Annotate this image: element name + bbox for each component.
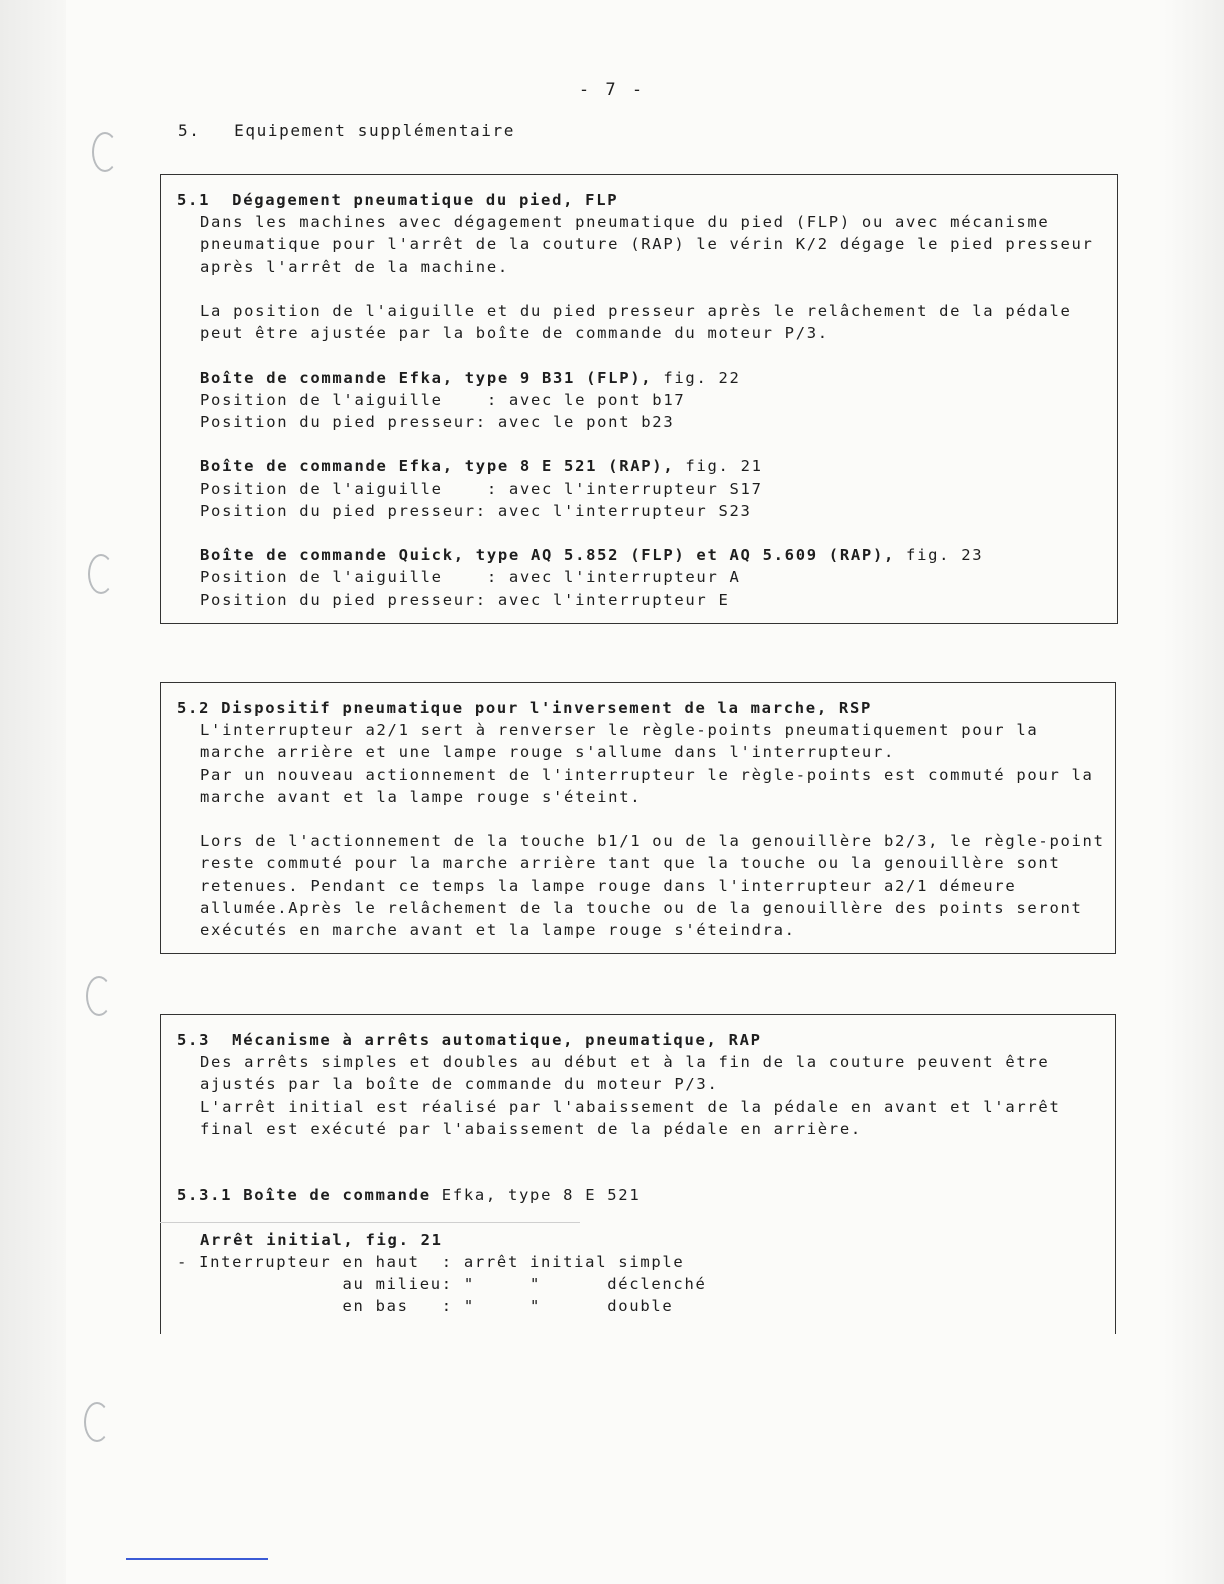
setting-line: Position de l'aiguille : avec l'interrupteur A	[200, 568, 741, 587]
arret-bold: Arrêt initial,	[200, 1230, 355, 1249]
setting-line: Position du pied presseur: avec l'interrupteur S23	[200, 501, 752, 520]
scan-right-edge	[1164, 0, 1224, 1584]
subheading-bold: Boîte de commande Efka, type 9 B31 (FLP),	[200, 368, 653, 387]
paragraph-gap	[177, 522, 1117, 544]
section-box-5-3	[160, 1014, 1116, 1334]
punch-hole-1	[92, 132, 118, 172]
section-title-5-2: 5.2 Dispositif pneumatique pour l'inversement de la marche, RSP	[177, 699, 873, 717]
paragraph-line: après l'arrêt de la machine.	[200, 257, 509, 276]
section-title-5-1: 5.1 Dégagement pneumatique du pied, FLP	[177, 191, 619, 209]
paragraph-line: allumée.Après le relâchement de la touche ou de la genouillère des points seront	[200, 898, 1083, 917]
paragraph-line: marche avant et la lampe rouge s'éteint.	[200, 787, 642, 806]
section-title-5-3: 5.3 Mécanisme à arrêts automatique, pneumatique, RAP	[177, 1031, 762, 1049]
subheading-bold: Boîte de commande Efka, type 8 E 521 (RAP),	[200, 457, 675, 476]
subheading-bold: Boîte de commande Quick, type AQ 5.852 (FLP) et AQ 5.609 (RAP),	[200, 546, 896, 565]
subheading-rest: fig. 21	[674, 457, 763, 476]
setting-line: Position du pied presseur: avec le pont b23	[200, 413, 675, 431]
subsection-bold: Boîte de commande	[232, 1186, 431, 1205]
paragraph-gap	[177, 1140, 1115, 1162]
subsection-rest: Efka, type 8 E 521	[430, 1186, 641, 1205]
subheading-efka-rap	[177, 455, 1117, 477]
paragraph-line: Lors de l'actionnement de la touche b1/1 ou de la genouillère b2/3, le règle-point	[200, 832, 1105, 851]
paragraph-line: peut être ajustée par la boîte de commande du moteur P/3.	[200, 324, 829, 343]
arret-rest: fig. 21	[354, 1230, 443, 1249]
setting-line: - Interrupteur en haut : arrêt initial simple	[177, 1252, 685, 1271]
paragraph-line: exécutés en marche avant et la lampe rouge s'éteindra.	[200, 921, 796, 940]
subsection-rule	[160, 1222, 580, 1223]
section-heading: 5. Equipement supplémentaire	[178, 121, 515, 140]
setting-line: au milieu: " " déclenché	[177, 1275, 707, 1294]
setting-line: en bas : " " double	[177, 1297, 674, 1316]
paragraph-line: Des arrêts simples et doubles au début et à la fin de la couture peuvent être	[200, 1053, 1050, 1072]
paragraph-line: final est exécuté par l'abaissement de la pédale en arrière.	[200, 1119, 862, 1138]
page-number: - 7 -	[578, 80, 646, 100]
paragraph-line: reste commuté pour la marche arrière tant que la touche ou la genouillère sont	[200, 854, 1061, 873]
subheading-efka-flp	[177, 367, 1117, 389]
paragraph-gap	[177, 808, 1115, 830]
bottom-link-rule	[126, 1558, 268, 1560]
section-box-5-1	[160, 174, 1118, 624]
paragraph-line: La position de l'aiguille et du pied presseur après le relâchement de la pédale	[200, 302, 1072, 320]
subheading-rest: fig. 22	[652, 368, 741, 387]
subheading-quick	[177, 544, 1117, 566]
section-box-5-2	[160, 682, 1116, 954]
paragraph-gap	[177, 278, 1117, 300]
paragraph-gap	[177, 1162, 1115, 1184]
paragraph-gap	[177, 1207, 1115, 1229]
paragraph-line: Dans les machines avec dégagement pneumatique du pied (FLP) ou avec mécanisme	[200, 213, 1050, 232]
setting-line: Position de l'aiguille : avec le pont b17	[200, 390, 686, 409]
subsection-number: 5.3.1	[177, 1186, 233, 1205]
paragraph-line: L'interrupteur a2/1 sert à renverser le règle-points pneumatiquement pour la	[200, 721, 1039, 740]
punch-hole-2	[88, 554, 114, 594]
paragraph-gap	[177, 344, 1117, 366]
subheading-rest: fig. 23	[895, 546, 984, 565]
punch-hole-3	[86, 976, 112, 1016]
punch-hole-4	[84, 1402, 110, 1442]
paragraph-line: L'arrêt initial est réalisé par l'abaissement de la pédale en avant et l'arrêt	[200, 1097, 1061, 1116]
scan-left-edge	[0, 0, 66, 1584]
arret-initial-heading	[177, 1229, 1115, 1251]
paragraph-gap	[177, 433, 1117, 455]
paragraph-line: pneumatique pour l'arrêt de la couture (RAP) le vérin K/2 dégage le pied presseur	[200, 235, 1094, 254]
paragraph-line: retenues. Pendant ce temps la lampe rouge dans l'interrupteur a2/1 démeure	[200, 876, 1017, 895]
paragraph-line: Par un nouveau actionnement de l'interrupteur le règle-points est commuté pour la	[200, 765, 1094, 784]
paragraph-line: ajustés par la boîte de commande du moteur P/3.	[200, 1075, 719, 1094]
setting-line: Position du pied presseur: avec l'interrupteur E	[200, 590, 730, 609]
subsection-title-5-3-1	[177, 1184, 1115, 1206]
paragraph-line: marche arrière et une lampe rouge s'allume dans l'interrupteur.	[200, 743, 896, 762]
setting-line: Position de l'aiguille : avec l'interrupteur S17	[200, 479, 763, 498]
